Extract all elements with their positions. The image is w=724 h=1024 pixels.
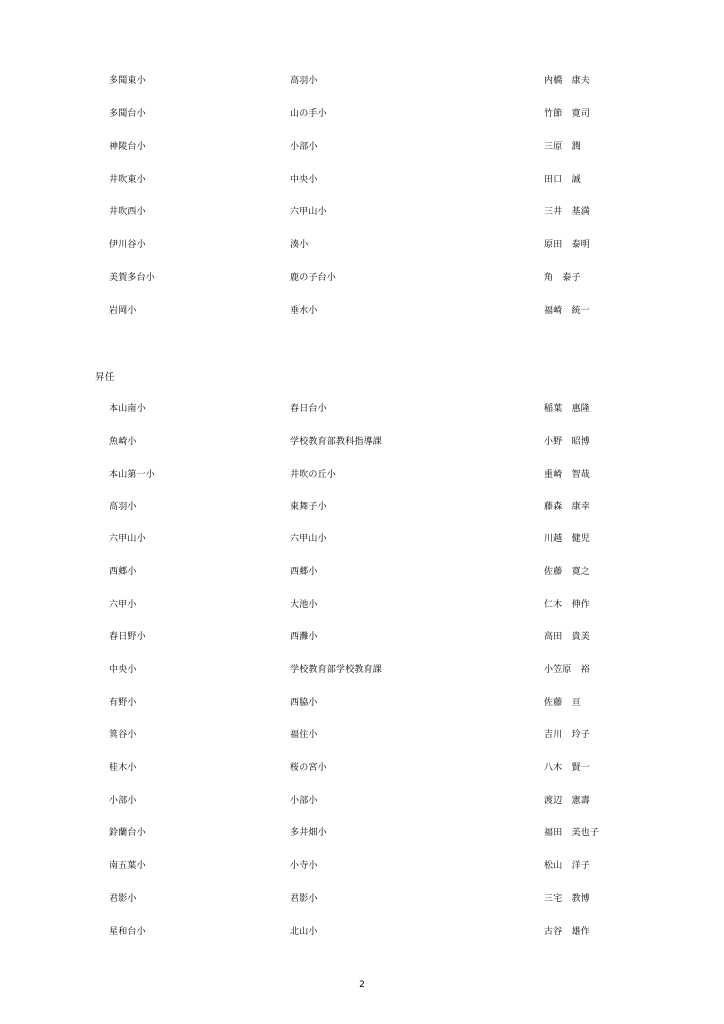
table-row (0, 764, 724, 778)
person-name: 福田 美也子 (544, 828, 600, 838)
to-school: 山の手小 (290, 109, 327, 119)
from-school: 神陵台小 (109, 142, 146, 152)
from-school: 岩岡小 (109, 306, 137, 316)
from-school: 春日野小 (109, 632, 146, 642)
from-school: 六甲小 (109, 600, 137, 610)
person-name: 藤森 康幸 (544, 502, 591, 512)
person-name: 重崎 智哉 (544, 470, 591, 480)
person-name: 吉川 玲子 (544, 730, 591, 740)
person-name: 高田 貴美 (544, 632, 591, 642)
to-school: 学校教育部教科指導課 (290, 437, 383, 447)
from-school: 本山第一小 (109, 470, 156, 480)
from-school: 小部小 (109, 796, 137, 806)
person-name: 三原 潤 (544, 142, 581, 152)
table-row (0, 568, 724, 582)
person-name: 田口 誠 (544, 175, 581, 185)
table-row (0, 77, 724, 91)
table-row (0, 535, 724, 549)
to-school: 西脇小 (290, 698, 318, 708)
to-school: 多井畑小 (290, 828, 327, 838)
table-row (0, 143, 724, 157)
person-name: 佐藤 亘 (544, 698, 581, 708)
person-name: 松山 洋子 (544, 861, 591, 871)
to-school: 井吹の丘小 (290, 470, 337, 480)
table-row (0, 699, 724, 713)
to-school: 小部小 (290, 796, 318, 806)
from-school: 魚崎小 (109, 437, 137, 447)
from-school: 多聞東小 (109, 76, 146, 86)
from-school: 君影小 (109, 894, 137, 904)
person-name: 福崎 統一 (544, 306, 591, 316)
to-school: 北山小 (290, 927, 318, 937)
person-name: 原田 泰明 (544, 240, 591, 250)
from-school: 箕谷小 (109, 730, 137, 740)
person-name: 仁木 伸作 (544, 600, 591, 610)
to-school: 大池小 (290, 600, 318, 610)
to-school: 桜の宮小 (290, 763, 327, 773)
to-school: 小寺小 (290, 861, 318, 871)
table-row (0, 503, 724, 517)
person-name: 川越 健児 (544, 534, 591, 544)
from-school: 伊川谷小 (109, 240, 146, 250)
page-number: 2 (359, 980, 365, 990)
table-row (0, 405, 724, 419)
from-school: 六甲山小 (109, 534, 146, 544)
from-school: 桂木小 (109, 763, 137, 773)
table-row (0, 110, 724, 124)
to-school: 君影小 (290, 894, 318, 904)
person-name: 小笠原 裕 (544, 665, 591, 675)
person-name: 稲葉 惠隆 (544, 404, 591, 414)
from-school: 高羽小 (109, 502, 137, 512)
table-row (0, 633, 724, 647)
person-name: 佐藤 寛之 (544, 567, 591, 577)
person-name: 八木 賢一 (544, 763, 591, 773)
from-school: 有野小 (109, 698, 137, 708)
table-row (0, 731, 724, 745)
to-school: 東舞子小 (290, 502, 327, 512)
from-school: 鈴蘭台小 (109, 828, 146, 838)
table-row (0, 895, 724, 909)
table-row (0, 797, 724, 811)
from-school: 南五葉小 (109, 861, 146, 871)
person-name: 三井 基満 (544, 207, 591, 217)
person-name: 渡辺 憲壽 (544, 796, 591, 806)
table-row (0, 862, 724, 876)
from-school: 星和台小 (109, 927, 146, 937)
to-school: 垂水小 (290, 306, 318, 316)
person-name: 古谷 雄作 (544, 927, 591, 937)
from-school: 井吹東小 (109, 175, 146, 185)
to-school: 西灘小 (290, 632, 318, 642)
table-row (0, 471, 724, 485)
table-row (0, 307, 724, 321)
table-row (0, 601, 724, 615)
from-school: 西郷小 (109, 567, 137, 577)
person-name: 小野 昭博 (544, 437, 591, 447)
table-row (0, 928, 724, 942)
section-heading-promotion: 昇任 (95, 372, 115, 383)
to-school: 春日台小 (290, 404, 327, 414)
to-school: 六甲山小 (290, 207, 327, 217)
to-school: 鹿の子台小 (290, 273, 337, 283)
person-name: 三宅 教博 (544, 894, 591, 904)
table-row (0, 666, 724, 680)
table-row (0, 208, 724, 222)
table-row (0, 176, 724, 190)
table-row (0, 829, 724, 843)
table-row (0, 274, 724, 288)
from-school: 本山南小 (109, 404, 146, 414)
to-school: 中央小 (290, 175, 318, 185)
from-school: 美賀多台小 (109, 273, 156, 283)
to-school: 小部小 (290, 142, 318, 152)
from-school: 中央小 (109, 665, 137, 675)
person-name: 内橋 康夫 (544, 76, 591, 86)
to-school: 高羽小 (290, 76, 318, 86)
to-school: 西郷小 (290, 567, 318, 577)
to-school: 福住小 (290, 730, 318, 740)
to-school: 六甲山小 (290, 534, 327, 544)
table-row (0, 241, 724, 255)
to-school: 学校教育部学校教育課 (290, 665, 383, 675)
table-row (0, 438, 724, 452)
to-school: 湊小 (290, 240, 309, 250)
person-name: 竹節 寛司 (544, 109, 591, 119)
from-school: 多聞台小 (109, 109, 146, 119)
from-school: 井吹西小 (109, 207, 146, 217)
person-name: 角 泰子 (544, 273, 581, 283)
